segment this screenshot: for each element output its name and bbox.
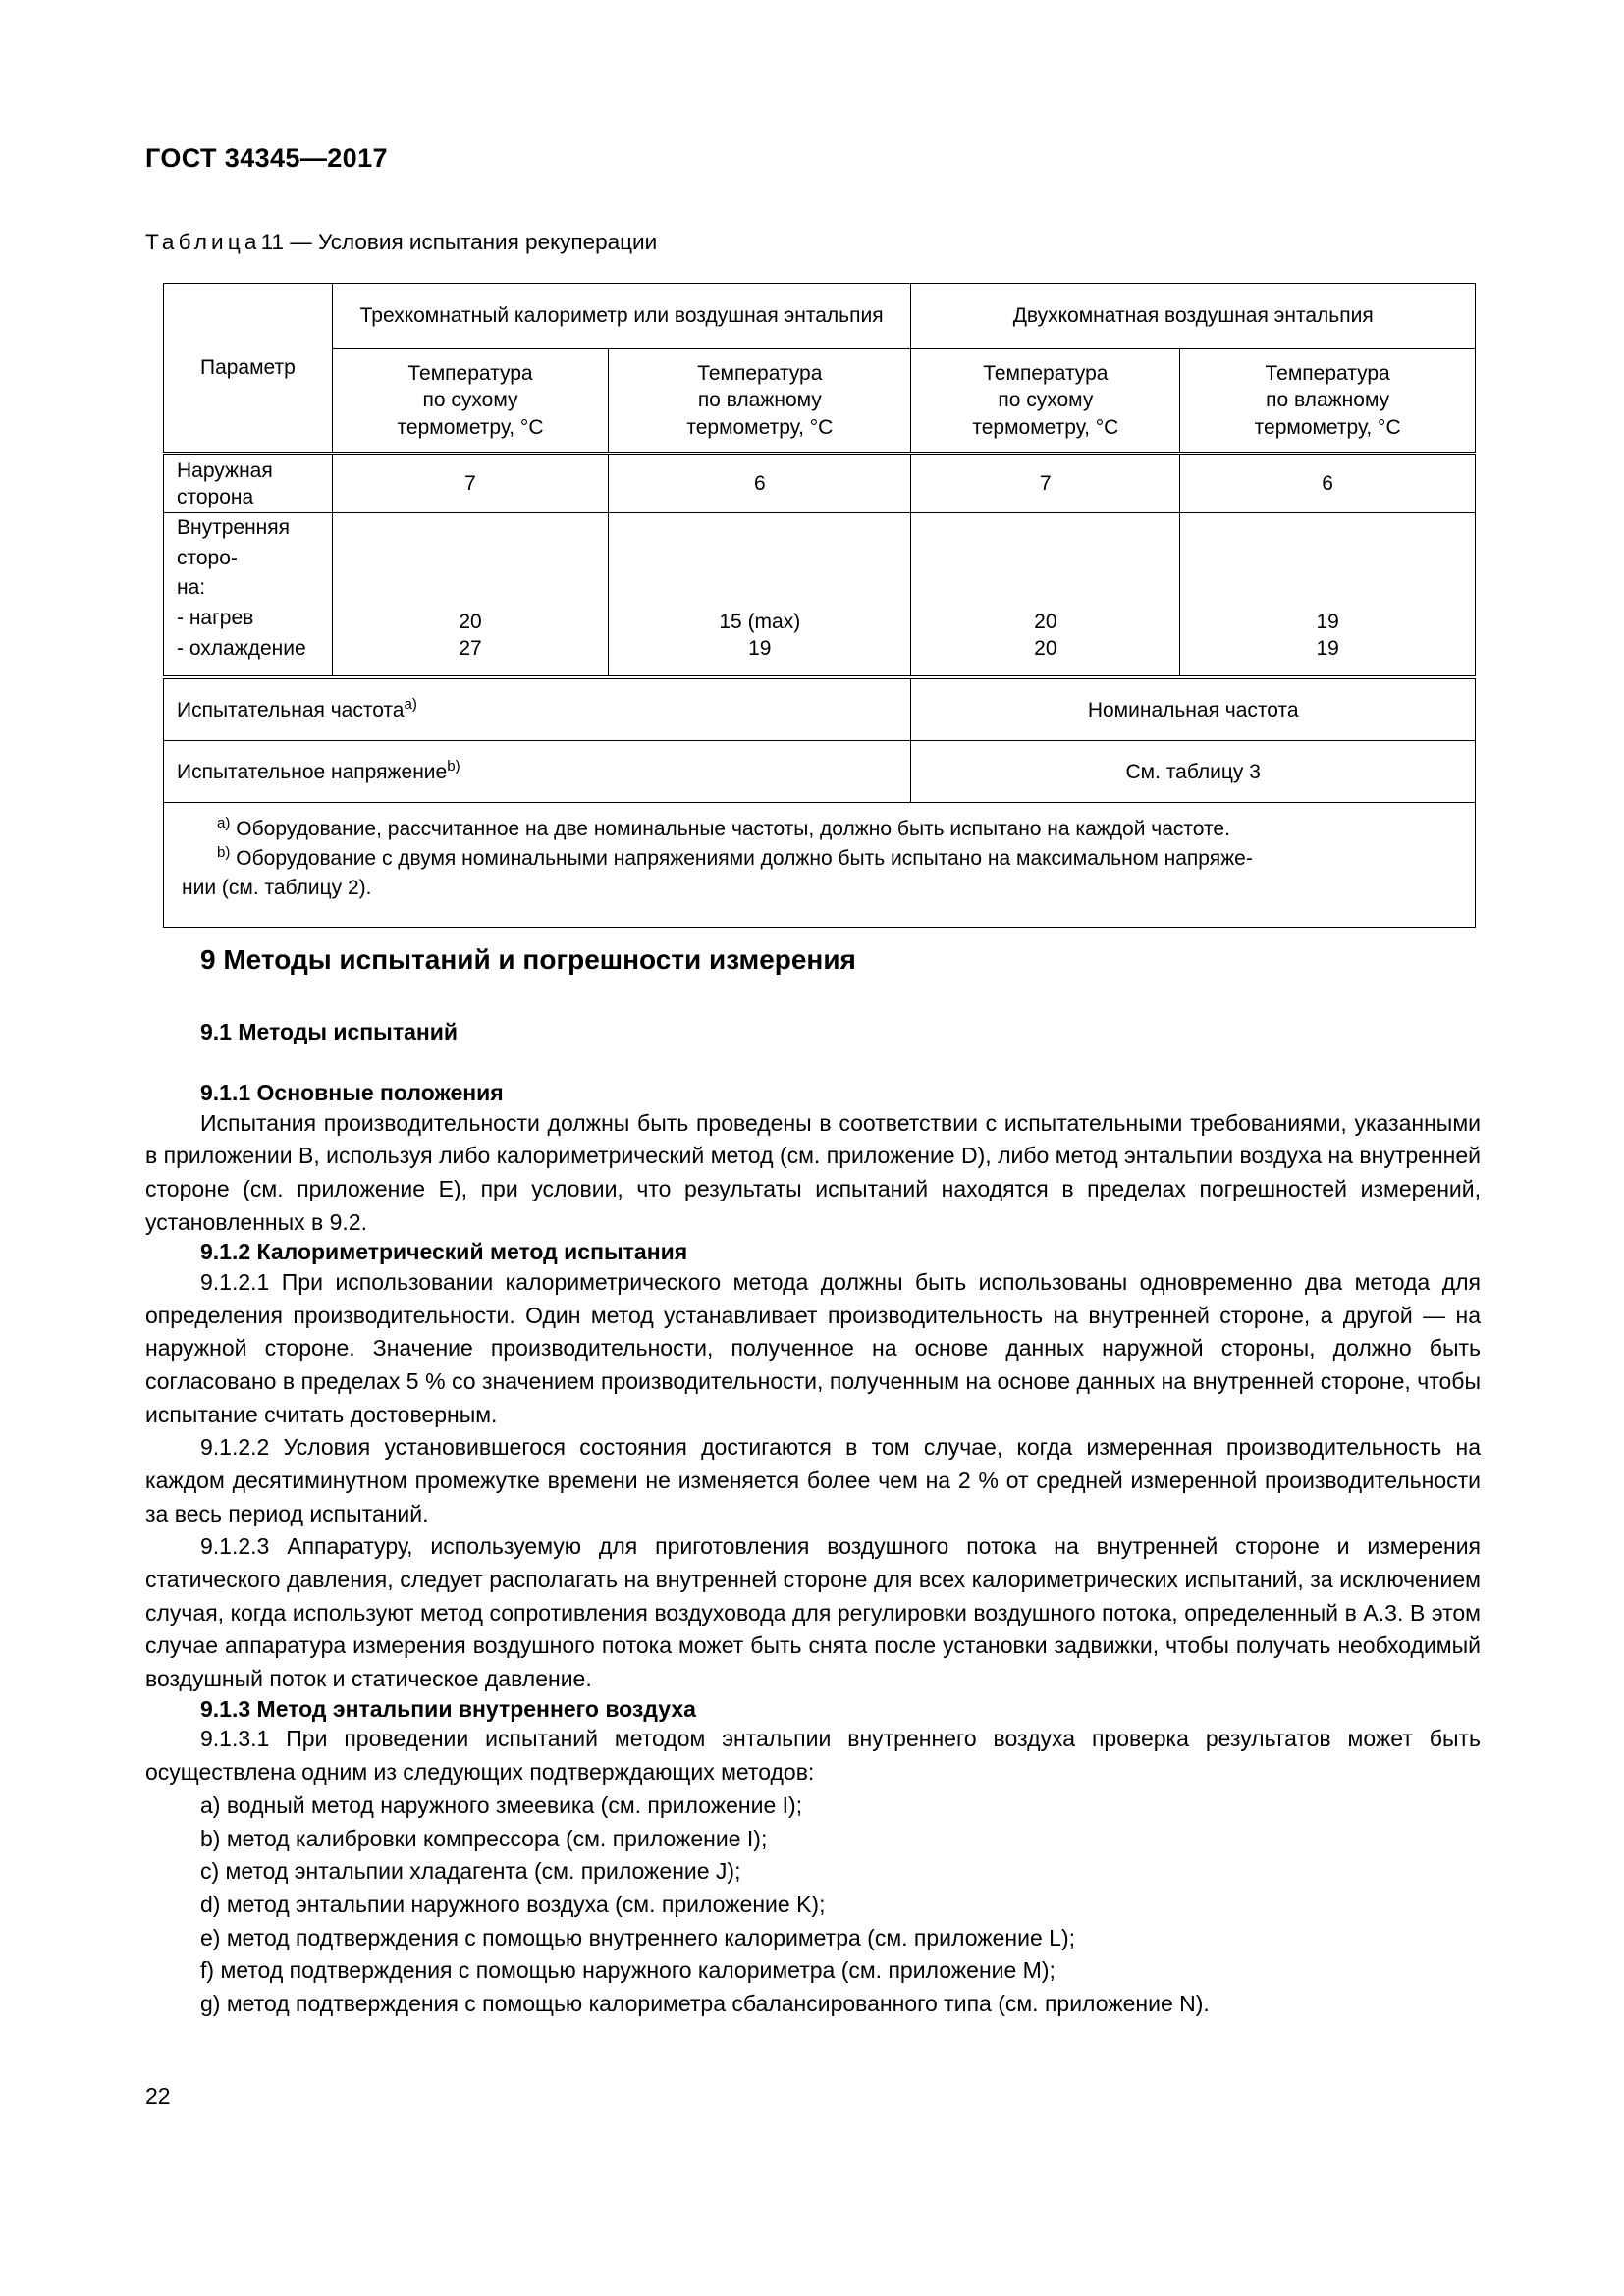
sub-header-line: Температура [407, 362, 533, 386]
footnote-marker-b: b) [447, 757, 460, 774]
paragraph-9-1-1: Испытания производительности должны быть проведены в соответствии с испытательными требованиями, указанными в приложении B, используя либо калориметрический метод (см. приложение D), либо метод энтальпии воздуха на внутренней стороне (см. приложение E), при условии, что результаты испытаний находятся в пределах погрешностей измерений, установленных в 9.2. [145, 1109, 1481, 1235]
sub-header-line: термометру, °C [1254, 415, 1401, 439]
value-heating: 20 [459, 610, 482, 633]
paragraph-9-1-2-3: 9.1.2.3 Аппаратуру, используемую для приготовления воздушного потока на внутренней стороне и измерения статического давления, следует располагать на внутренней стороне для всех калориметрических испытаний, за исключением случая, когда используют метод сопротивления воздуховода для регулировки воздушного потока, определенный в A.3. В этом случае аппаратура измерения воздушного потока может быть снята после установки задвижки, чтобы получать необходимый воздушный поток и статическое давление. [145, 1533, 1481, 1692]
list-item: b) метод калибровки компрессора (см. приложение I); [200, 1825, 768, 1851]
row-label-test-voltage [164, 741, 911, 803]
section-heading-9-1-1: 9.1.1 Основные положения [200, 1079, 504, 1105]
table-header-group-row [164, 284, 1476, 349]
section-heading-9-1-3: 9.1.3 Метод энтальпии внутреннего воздуха [200, 1695, 696, 1722]
sub-header-line: термометру, °C [686, 415, 834, 439]
table-footnote-b-continuation: нии (см. таблицу 2). [182, 876, 372, 899]
sub-header-line: по сухому [998, 389, 1094, 412]
label-text: Испытательная частота [177, 698, 405, 721]
table-row-indoor-side [164, 513, 1476, 678]
cell-outdoor-0: 7 [332, 454, 608, 513]
value-cooling: 27 [459, 636, 482, 660]
list-item: c) метод энтальпии хладагента (см. приложение J); [200, 1858, 741, 1885]
footnote-text-b: Оборудование с двумя номинальными напряжениями должно быть испытано на максимальном напряже- [236, 847, 1253, 871]
table-footnotes [164, 803, 1476, 928]
value-cooling: 20 [1034, 636, 1057, 660]
paragraph-9-1-3-1: 9.1.3.1 При проведении испытаний методом энтальпии внутреннего воздуха проверка результатов может быть осуществлена одним из следующих подтверждающих методов: [145, 1726, 1481, 1786]
spacer [145, 1046, 1481, 1080]
row-label-line: на: [177, 576, 206, 600]
cell-indoor-0 [332, 513, 608, 678]
row-label-outdoor: Наружная сторона [164, 454, 333, 513]
table-header-group-tworoom: Двухкомнатная воздушная энтальпия [911, 284, 1476, 349]
list-item: g) метод подтверждения с помощью калориметра сбалансированного типа (см. приложение N). [200, 1990, 1210, 2016]
list-item: f) метод подтверждения с помощью наружного калориметра (см. приложение M); [200, 1957, 1056, 1984]
table-header-sub-1 [609, 349, 911, 454]
section-heading-9: 9 Методы испытаний и погрешности измерения [200, 944, 856, 975]
row-label-test-frequency [164, 677, 911, 741]
cell-outdoor-2: 7 [911, 454, 1180, 513]
row-label-line: Внутренняя сторо- [177, 516, 291, 569]
value-heating: 20 [1034, 610, 1057, 633]
sub-header-line: термометру, °C [397, 415, 544, 439]
label-text: Испытательное напряжение [177, 760, 448, 783]
section-heading-9-1: 9.1 Методы испытаний [200, 1019, 459, 1045]
cell-indoor-3 [1180, 513, 1476, 678]
table-caption-word: Таблица [145, 230, 261, 254]
cell-test-voltage-value: См. таблицу 3 [911, 741, 1476, 803]
recuperation-test-conditions-table [163, 283, 1476, 928]
cell-test-frequency-value: Номинальная частота [911, 677, 1476, 741]
sub-header-line: по влажному [697, 389, 822, 412]
table-caption-number: 11 [260, 230, 284, 254]
sub-header-line: термометру, °C [972, 415, 1119, 439]
spacer [145, 978, 1481, 1019]
value-cooling: 19 [1316, 636, 1339, 660]
sub-header-line: Температура [1265, 362, 1390, 386]
cell-indoor-2 [911, 513, 1180, 678]
table-row-outdoor-side [164, 454, 1476, 513]
document-standard-id: ГОСТ 34345—2017 [145, 143, 388, 173]
list-item: e) метод подтверждения с помощью внутреннего калориметра (см. приложение L); [200, 1924, 1075, 1950]
table-footnote-a [182, 815, 1457, 844]
page-number: 22 [145, 2083, 171, 2109]
paragraph-9-1-2-2: 9.1.2.2 Условия установившегося состояния достигаются в том случае, когда измеренная производительность на каждом десятиминутном промежутке времени не изменяется более чем на 2 % от средней измеренной производительности за весь период испытаний. [145, 1434, 1481, 1526]
value-heating: 15 (max) [719, 610, 801, 633]
footnote-marker-b: b) [217, 844, 231, 862]
row-label-line-cooling: - охлаждение [177, 636, 306, 660]
list-item: a) водный метод наружного змеевика (см. приложение I); [200, 1791, 803, 1818]
sub-header-line: Температура [983, 362, 1109, 386]
table-header-sub-row [164, 349, 1476, 454]
paragraph-9-1-2-1: 9.1.2.1 При использовании калориметрического метода должны быть использованы одновременно два метода для определения производительности. Один метод устанавливает производительность на внутренней стороне, а другой — на наружной стороне. Значение производительности, полученное на основе данных наружной стороны, должно быть согласовано в пределах 5 % со значением производительности, полученным на основе данных на внутренней стороне, чтобы испытание считать достоверным. [145, 1268, 1481, 1427]
footnote-marker-a: a) [404, 695, 417, 713]
list-item: d) метод энтальпии наружного воздуха (см. приложение K); [200, 1891, 826, 1917]
cell-outdoor-3: 6 [1180, 454, 1476, 513]
table-header-sub-3 [1180, 349, 1476, 454]
value-cooling: 19 [748, 636, 772, 660]
sub-header-line: по влажному [1266, 389, 1390, 412]
cell-indoor-1 [609, 513, 911, 678]
table-caption-title: — Условия испытания рекуперации [290, 230, 658, 254]
sub-header-line: Температура [697, 362, 823, 386]
value-heating: 19 [1316, 610, 1339, 633]
sub-header-line: по сухому [422, 389, 518, 412]
table-caption [145, 230, 657, 255]
table-footnote-b [182, 844, 1457, 874]
cell-outdoor-1: 6 [609, 454, 911, 513]
table-header-parameter: Параметр [164, 284, 333, 454]
table-row-test-frequency [164, 677, 1476, 741]
table-header-sub-2 [911, 349, 1180, 454]
row-label-line-heating: - нагрев [177, 606, 254, 629]
table-footnotes-row [164, 803, 1476, 928]
footnote-text-a: Оборудование, рассчитанное на две номинальные частоты, должно быть испытано на каждой частоте. [236, 818, 1230, 841]
table-header-group-threeroom: Трехкомнатный калориметр или воздушная энтальпия [332, 284, 911, 349]
row-label-indoor [164, 513, 333, 678]
section-heading-9-1-2: 9.1.2 Калориметрический метод испытания [200, 1239, 688, 1265]
footnote-marker-a: a) [217, 815, 231, 832]
table-header-sub-0 [332, 349, 608, 454]
table-row-test-voltage [164, 741, 1476, 803]
document-body [145, 942, 1481, 2021]
